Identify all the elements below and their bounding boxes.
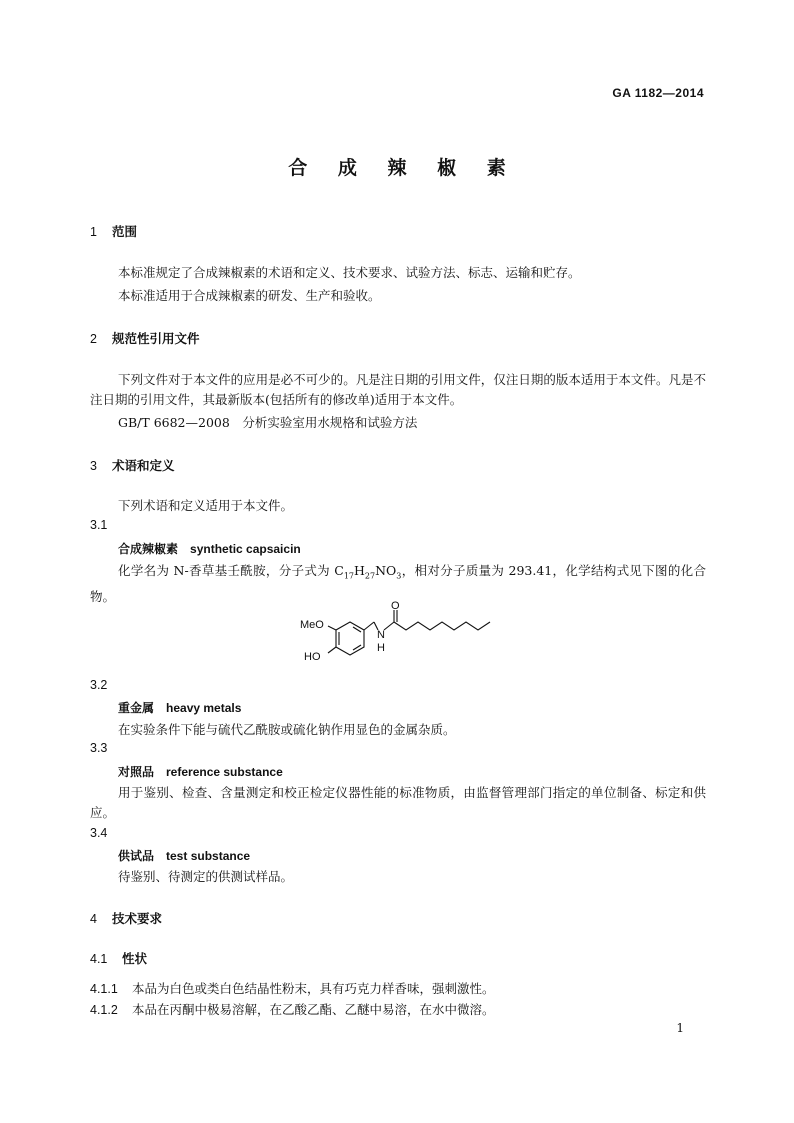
term-3-2 bbox=[118, 699, 241, 716]
label-o: O bbox=[391, 600, 400, 612]
definition-text: ，相对分子质量为 293.41，化学结构式见下图的化合物。 bbox=[90, 563, 706, 604]
clause-number: 4.1.2 bbox=[90, 1003, 118, 1017]
term-3-3 bbox=[118, 763, 283, 780]
section-title: 规范性引用文件 bbox=[112, 331, 200, 346]
clause-number: 3.3 bbox=[90, 741, 108, 755]
section-4-heading bbox=[90, 909, 162, 927]
benzene-ring bbox=[336, 622, 364, 655]
section-title: 范围 bbox=[112, 224, 138, 239]
formula bbox=[334, 563, 402, 581]
label-ho: HO bbox=[304, 651, 321, 663]
term-en: synthetic capsaicin bbox=[190, 542, 301, 556]
formula-no: NO bbox=[375, 563, 397, 578]
section-title: 技术要求 bbox=[112, 911, 163, 926]
clause-number: 3.1 bbox=[90, 518, 108, 532]
term-zh: 重金属 bbox=[118, 701, 155, 715]
document-title: 合 成 辣 椒 素 bbox=[288, 157, 518, 179]
label-meo: MeO bbox=[300, 619, 324, 631]
term-en: test substance bbox=[166, 849, 251, 863]
clause-number: 4.1.1 bbox=[90, 982, 118, 996]
definition: 在实验条件下能与硫代乙酰胺或硫化钠作用显色的金属杂质。 bbox=[118, 722, 456, 737]
chemical-structure bbox=[290, 600, 510, 672]
definition-text: 化学名为 N-香草基壬酰胺，分子式为 bbox=[118, 563, 335, 578]
section-4-1-heading bbox=[90, 949, 147, 967]
normative-reference: GB/T 6682—2008 分析实验室用水规格和试验方法 bbox=[118, 415, 418, 430]
term-zh: 供试品 bbox=[118, 849, 155, 863]
paragraph: 下列术语和定义适用于本文件。 bbox=[118, 498, 294, 513]
clause-text: 本品为白色或类白色结晶性粉末，具有巧克力样香味，强刺激性。 bbox=[132, 981, 495, 996]
paragraph: 本标准规定了合成辣椒素的术语和定义、技术要求、试验方法、标志、运输和贮存。 bbox=[118, 265, 581, 280]
formula-c: C bbox=[334, 563, 344, 578]
term-3-4 bbox=[118, 847, 250, 864]
definition: 待鉴别、待测定的供测试样品。 bbox=[118, 869, 294, 884]
alkyl-chain bbox=[394, 622, 490, 630]
term-zh: 对照品 bbox=[118, 765, 155, 779]
clause-number: 3.4 bbox=[90, 826, 108, 840]
section-number: 2 bbox=[90, 332, 97, 346]
term-en: reference substance bbox=[166, 765, 283, 779]
definition: 用于鉴别、检查、含量测定和校正检定仪器性能的标准物质，由监督管理部门指定的单位制备、标定和供应。 bbox=[90, 785, 706, 820]
formula-sub: 17 bbox=[343, 571, 355, 581]
page-number: 1 bbox=[676, 1021, 684, 1035]
paragraph: 本标准适用于合成辣椒素的研发、生产和验收。 bbox=[118, 288, 381, 303]
section-title: 性状 bbox=[122, 951, 148, 966]
standard-number: GA 1182—2014 bbox=[612, 86, 704, 100]
formula-h: H bbox=[354, 563, 365, 578]
term-en: heavy metals bbox=[166, 701, 242, 715]
paragraph: 下列文件对于本文件的应用是必不可少的。凡是注日期的引用文件，仅注日期的版本适用于本文件。凡是不注日期的引用文件，其最新版本(包括所有的修改单)适用于本文件。 bbox=[90, 372, 706, 407]
section-2-heading bbox=[90, 329, 200, 347]
label-h: H bbox=[377, 642, 385, 654]
section-number: 4.1 bbox=[90, 952, 108, 966]
section-3-heading bbox=[90, 456, 175, 474]
clause-4-1-2 bbox=[90, 1000, 495, 1020]
section-number: 1 bbox=[90, 225, 97, 239]
formula-sub: 3 bbox=[396, 571, 402, 581]
term-zh: 合成辣椒素 bbox=[118, 542, 179, 556]
section-number: 3 bbox=[90, 459, 97, 473]
clause-number: 3.2 bbox=[90, 678, 108, 692]
section-number: 4 bbox=[90, 912, 97, 926]
section-title: 术语和定义 bbox=[112, 458, 175, 473]
formula-sub: 27 bbox=[364, 571, 376, 581]
label-n: N bbox=[377, 629, 385, 641]
section-1-heading bbox=[90, 222, 137, 240]
term-3-1 bbox=[118, 540, 301, 557]
clause-4-1-1 bbox=[90, 979, 495, 999]
clause-text: 本品在丙酮中极易溶解，在乙酸乙酯、乙醚中易溶，在水中微溶。 bbox=[132, 1002, 495, 1017]
